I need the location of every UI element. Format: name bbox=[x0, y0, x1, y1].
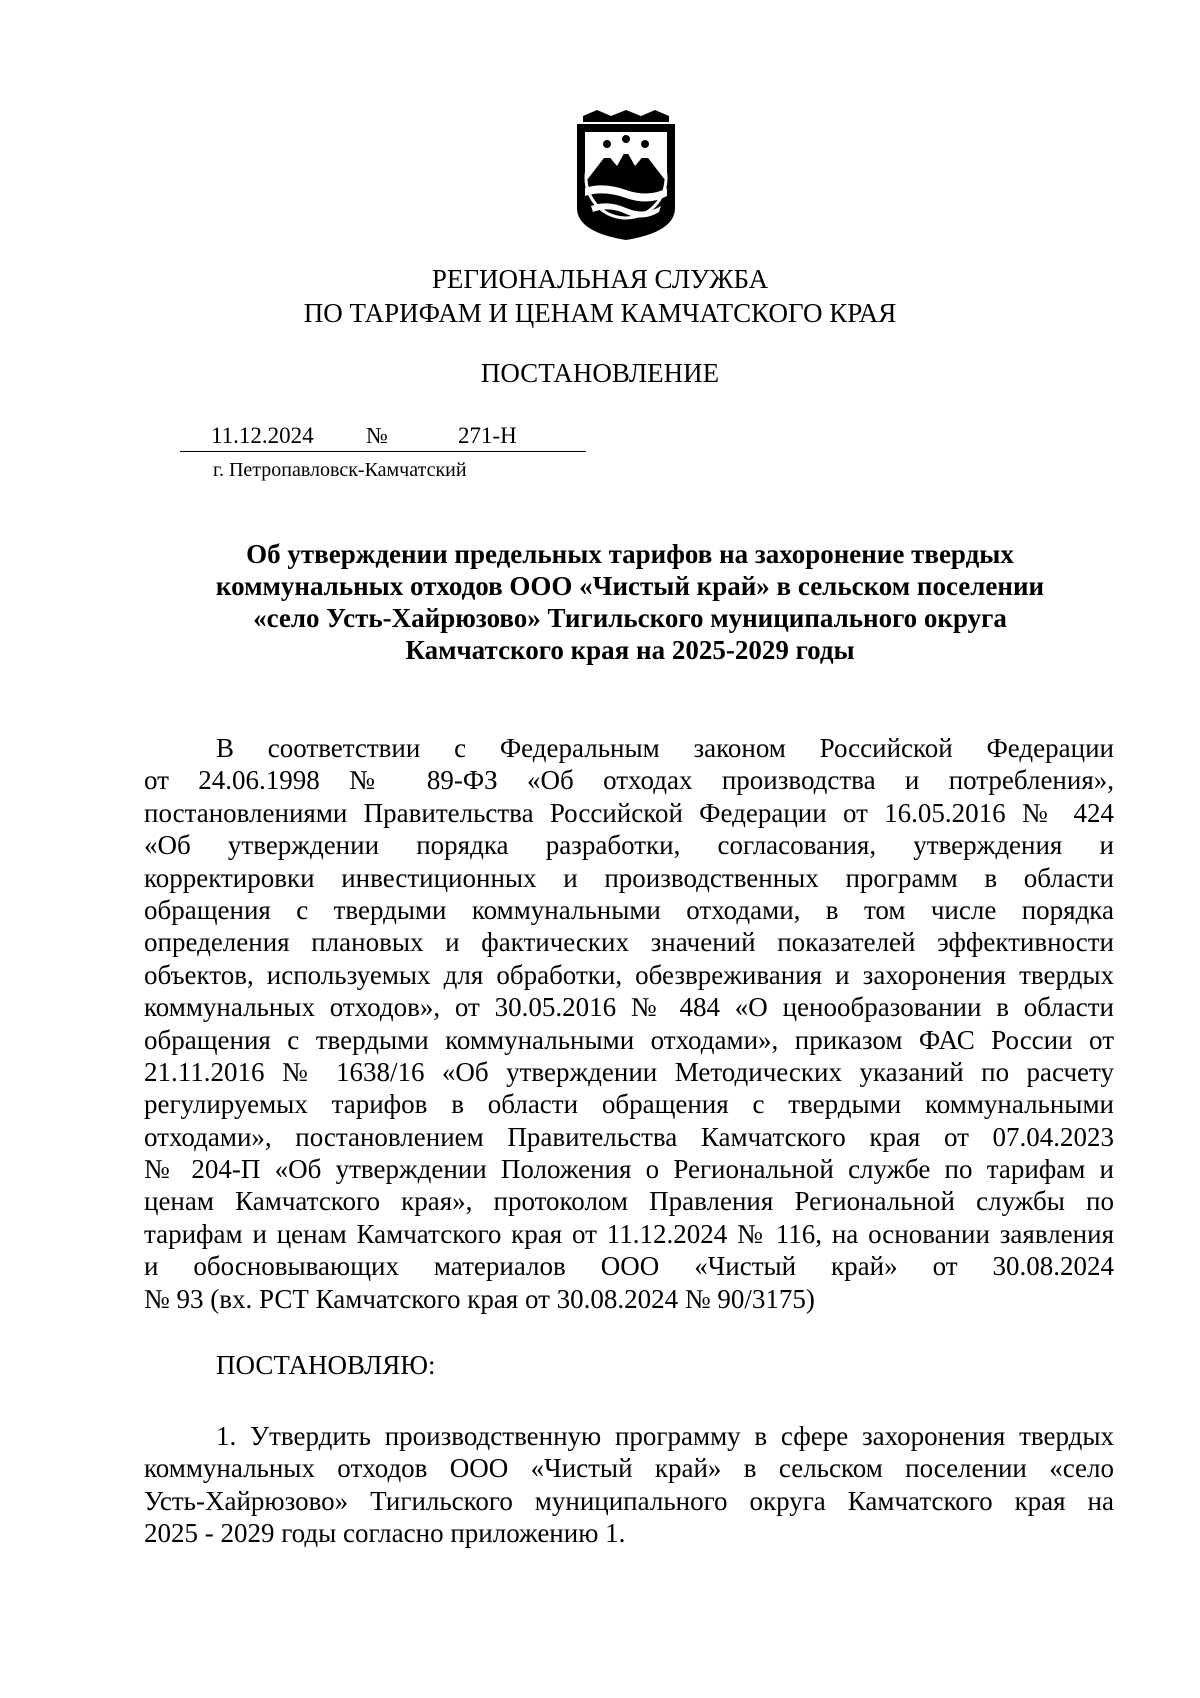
document-number: 271-Н bbox=[458, 423, 517, 448]
title-line: Об утверждении предельных тарифов на захоронение твердых bbox=[246, 539, 1014, 569]
preamble-line: и обосновывающих материалов ООО «Чистый край» от 30.08.2024 bbox=[144, 1251, 1114, 1282]
preamble-paragraph bbox=[144, 732, 1114, 1315]
date-number-underline bbox=[180, 451, 586, 452]
preamble-line: объектов, используемых для обработки, обезвреживания и захоронения твердых bbox=[144, 959, 1114, 990]
preamble-line: отходами», постановлением Правительства Камчатского края от 07.04.2023 bbox=[144, 1121, 1114, 1152]
document-type: ПОСТАНОВЛЕНИЕ bbox=[480, 358, 720, 388]
item-line: Усть-Хайрюзово» Тигильского муниципального округа Камчатского края на bbox=[144, 1485, 1114, 1516]
preamble-line: обращения с твердыми коммунальными отходами, в том числе порядка bbox=[144, 894, 1114, 925]
preamble-line: обращения с твердыми коммунальными отходами», приказом ФАС России от bbox=[144, 1024, 1114, 1055]
preamble-line: корректировки инвестиционных и производственных программ в области bbox=[144, 862, 1114, 893]
preamble-line: постановлениями Правительства Российской Федерации от 16.05.2016 № 424 bbox=[144, 797, 1114, 828]
resolve-heading: ПОСТАНОВЛЯЮ: bbox=[216, 1350, 436, 1380]
preamble-line: тарифам и ценам Камчатского края от 11.12.2024 № 116, на основании заявления bbox=[144, 1218, 1114, 1249]
preamble-line: от 24.06.1998 № 89-ФЗ «Об отходах производства и потребления», bbox=[144, 765, 1114, 796]
item-line: 2025 - 2029 годы согласно приложению 1. bbox=[144, 1518, 626, 1549]
agency-name-line-1: РЕГИОНАЛЬНАЯ СЛУЖБА bbox=[431, 264, 769, 294]
preamble-line: регулируемых тарифов в области обращения с твердыми коммунальными bbox=[144, 1089, 1114, 1120]
preamble-line: ценам Камчатского края», протоколом Правления Региональной службы по bbox=[144, 1186, 1114, 1217]
preamble-line: «Об утверждении порядка разработки, согласования, утверждения и bbox=[144, 830, 1114, 861]
agency-name-line-2: ПО ТАРИФАМ И ЦЕНАМ КАМЧАТСКОГО КРАЯ bbox=[303, 298, 897, 328]
preamble-line: № 93 (вх. РСТ Камчатского края от 30.08.2024 № 90/3175) bbox=[144, 1283, 815, 1314]
number-sign: № bbox=[366, 423, 388, 448]
title-line: «село Усть-Хайрюзово» Тигильского муниципального округа bbox=[253, 603, 1007, 633]
preamble-line: определения плановых и фактических значений показателей эффективности bbox=[144, 927, 1114, 958]
preamble-line: коммунальных отходов», от 30.05.2016 № 484 «О ценообразовании в области bbox=[144, 992, 1114, 1023]
title-line: Камчатского края на 2025-2029 годы bbox=[405, 635, 855, 665]
title-line: коммунальных отходов ООО «Чистый край» в сельском поселении bbox=[215, 571, 1045, 601]
item-line: 1. Утвердить производственную программу в сфере захоронения твердых bbox=[216, 1421, 1114, 1451]
document-title bbox=[150, 538, 1110, 666]
date-number-line bbox=[180, 422, 586, 452]
item-line: коммунальных отходов ООО «Чистый край» в сельском поселении «село bbox=[144, 1453, 1114, 1484]
kamchatka-coat-of-arms-icon bbox=[573, 110, 679, 242]
resolution-item-1 bbox=[144, 1420, 1114, 1550]
document-date: 11.12.2024 bbox=[211, 423, 314, 448]
agency-name bbox=[0, 262, 1200, 330]
preamble-line: В соответствии с Федеральным законом Российской Федерации bbox=[216, 733, 1114, 763]
preamble-line: 21.11.2016 № 1638/16 «Об утверждении Методических указаний по расчету bbox=[144, 1056, 1114, 1087]
preamble-line: № 204-П «Об утверждении Положения о Региональной службе по тарифам и bbox=[144, 1154, 1114, 1185]
city-name: г. Петропавловск-Камчатский bbox=[213, 459, 467, 481]
